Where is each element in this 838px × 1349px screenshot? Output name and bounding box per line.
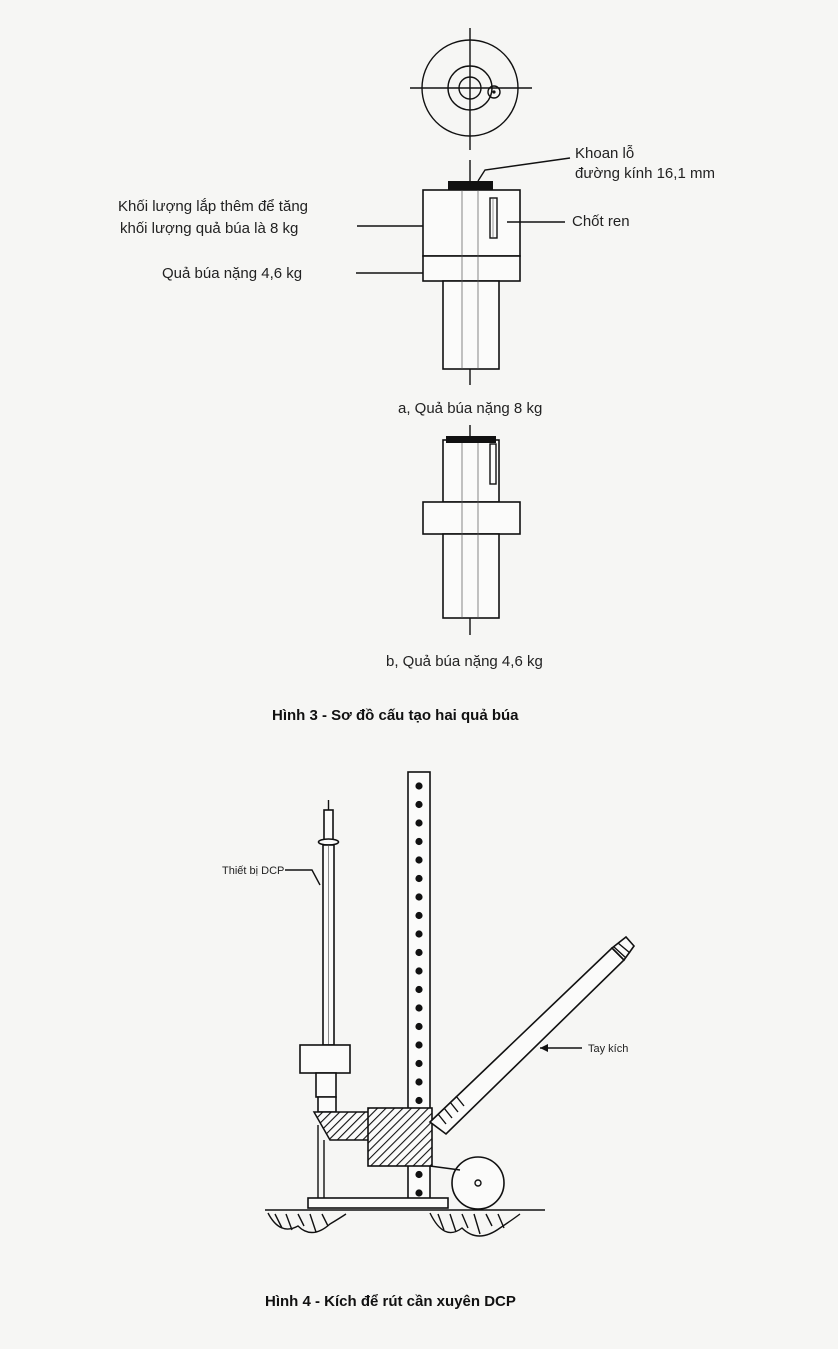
mast-hole bbox=[415, 893, 422, 900]
mast-hole bbox=[415, 1078, 422, 1085]
mast-hole bbox=[415, 967, 422, 974]
mast-hole bbox=[415, 1097, 422, 1104]
mast-hole bbox=[415, 912, 422, 919]
mast-hole bbox=[415, 1023, 422, 1030]
subcaption-b: b, Quả búa nặng 4,6 kg bbox=[386, 653, 543, 670]
mast-hole bbox=[415, 801, 422, 808]
mast-hole bbox=[415, 930, 422, 937]
mast-hole bbox=[415, 819, 422, 826]
label-added-mass-1: Khối lượng lắp thêm để tăng bbox=[118, 198, 308, 215]
mast-hole bbox=[415, 986, 422, 993]
figure-4-caption: Hình 4 - Kích để rút cần xuyên DCP bbox=[265, 1293, 516, 1310]
figure-3-caption: Hình 3 - Sơ đồ cấu tạo hai quả búa bbox=[272, 707, 519, 724]
mast-hole bbox=[415, 1004, 422, 1011]
label-pin: Chốt ren bbox=[572, 213, 630, 230]
label-dcp-device: Thiết bị DCP bbox=[222, 865, 285, 877]
mast-hole bbox=[415, 856, 422, 863]
mast-hole bbox=[415, 1189, 422, 1196]
mast-hole bbox=[415, 1041, 422, 1048]
label-added-mass-2: khối lượng quả búa là 8 kg bbox=[120, 220, 299, 237]
label-drill: Khoan lỗ bbox=[575, 145, 635, 162]
label-drill-diameter: đường kính 16,1 mm bbox=[575, 165, 715, 182]
mast-hole bbox=[415, 1171, 422, 1178]
mast-hole bbox=[415, 875, 422, 882]
subcaption-a: a, Quả búa nặng 8 kg bbox=[398, 400, 543, 417]
label-handle: Tay kích bbox=[588, 1043, 629, 1055]
jack-handle bbox=[430, 937, 634, 1134]
hammer-4-6kg-drawing bbox=[423, 425, 520, 635]
jack-clamp bbox=[314, 1108, 432, 1166]
figure-4 bbox=[222, 772, 634, 1310]
hammer-8kg-drawing bbox=[423, 160, 520, 385]
ground bbox=[265, 1198, 545, 1236]
mast-hole bbox=[415, 782, 422, 789]
mast-hole bbox=[415, 838, 422, 845]
mast-hole bbox=[415, 949, 422, 956]
label-hammer-4-6: Quả búa nặng 4,6 kg bbox=[162, 265, 303, 282]
figure-3 bbox=[118, 28, 715, 724]
mast-hole bbox=[415, 1060, 422, 1067]
hammer-top-view bbox=[410, 28, 532, 150]
